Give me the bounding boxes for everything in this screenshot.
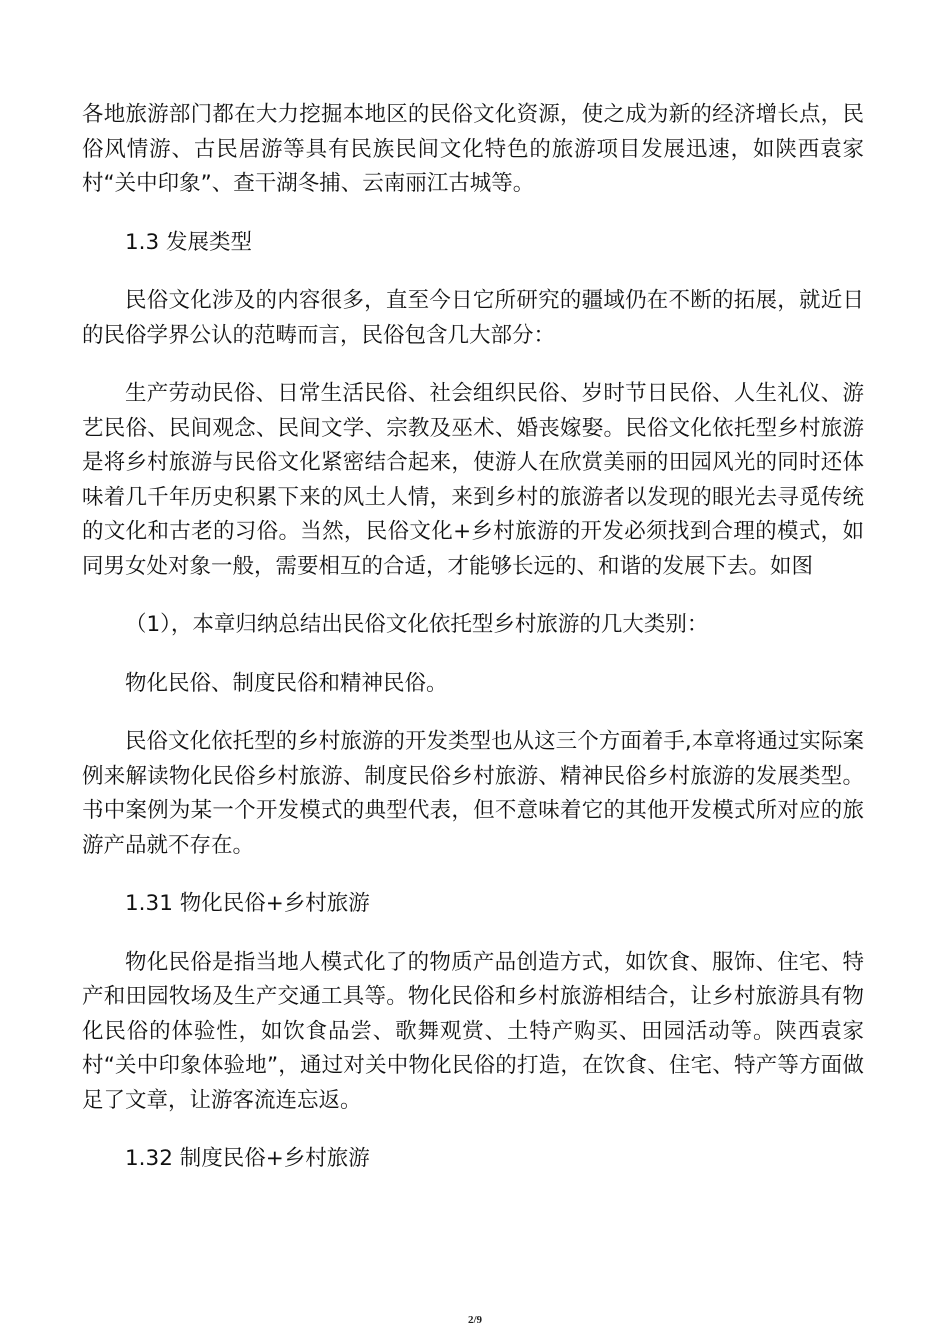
page-number: 2/9 [467,1314,483,1326]
section-heading-1-3: 1.3 发展类型 [125,229,253,255]
paragraph-scope: 民俗文化涉及的内容很多，直至今日它所研究的疆域仍在不断的拓展，就近日的民俗学界公认的范畴而言，民俗包含几大部分： [82,288,864,348]
paragraph-figure-ref: （1），本章归纳总结出民俗文化依托型乡村旅游的几大类别： [125,612,709,637]
paragraph-categories: 生产劳动民俗、日常生活民俗、社会组织民俗、岁时节日民俗、人生礼仪、游艺民俗、民间观念、民间文学、宗教及巫术、婚丧嫁娶。民俗文化依托型乡村旅游是将乡村旅游与民俗文化紧密结合起来，使游人在欣赏美丽的田园风光的同时还体味着几千年历史积累下来的风土人情，来到乡村的旅游者以发现的眼光去寻觅传统的文化和古老的习俗。当然，民俗文化+乡村旅游的开发必须找到合理的模式，如同男女处对象一般，需要相互的合适，才能够长远的、和谐的发展下去。如图 [82,381,864,579]
section-heading-1-31: 1.31 物化民俗+乡村旅游 [125,891,370,916]
paragraph-three-types: 物化民俗、制度民俗和精神民俗。 [125,670,448,696]
section-heading-1-32: 1.32 制度民俗+乡村旅游 [125,1146,370,1171]
paragraph-intro: 各地旅游部门都在大力挖掘本地区的民俗文化资源，使之成为新的经济增长点，民俗风情游、古民居游等具有民族民间文化特色的旅游项目发展迅速，如陕西袁家村“关中印象”、查干湖冬捕、云南丽江古城等。 [82,102,864,196]
document-body [82,98,864,1177]
paragraph-material-folklore: 物化民俗是指当地人模式化了的物质产品创造方式，如饮食、服饰、住宅、特产和田园牧场及生产交通工具等。物化民俗和乡村旅游相结合，让乡村旅游具有物化民俗的体验性，如饮食品尝、歌舞观赏、土特产购买、田园活动等。陕西袁家村“关中印象体验地”，通过对关中物化民俗的打造，在饮食、住宅、特产等方面做足了文章，让游客流连忘返。 [82,949,864,1113]
paragraph-development-types: 民俗文化依托型的乡村旅游的开发类型也从这三个方面着手,本章将通过实际案例来解读物化民俗乡村旅游、制度民俗乡村旅游、精神民俗乡村旅游的发展类型。书中案例为某一个开发模式的典型代表，但不意味着它的其他开发模式所对应的旅游产品就不存在。 [82,729,864,858]
